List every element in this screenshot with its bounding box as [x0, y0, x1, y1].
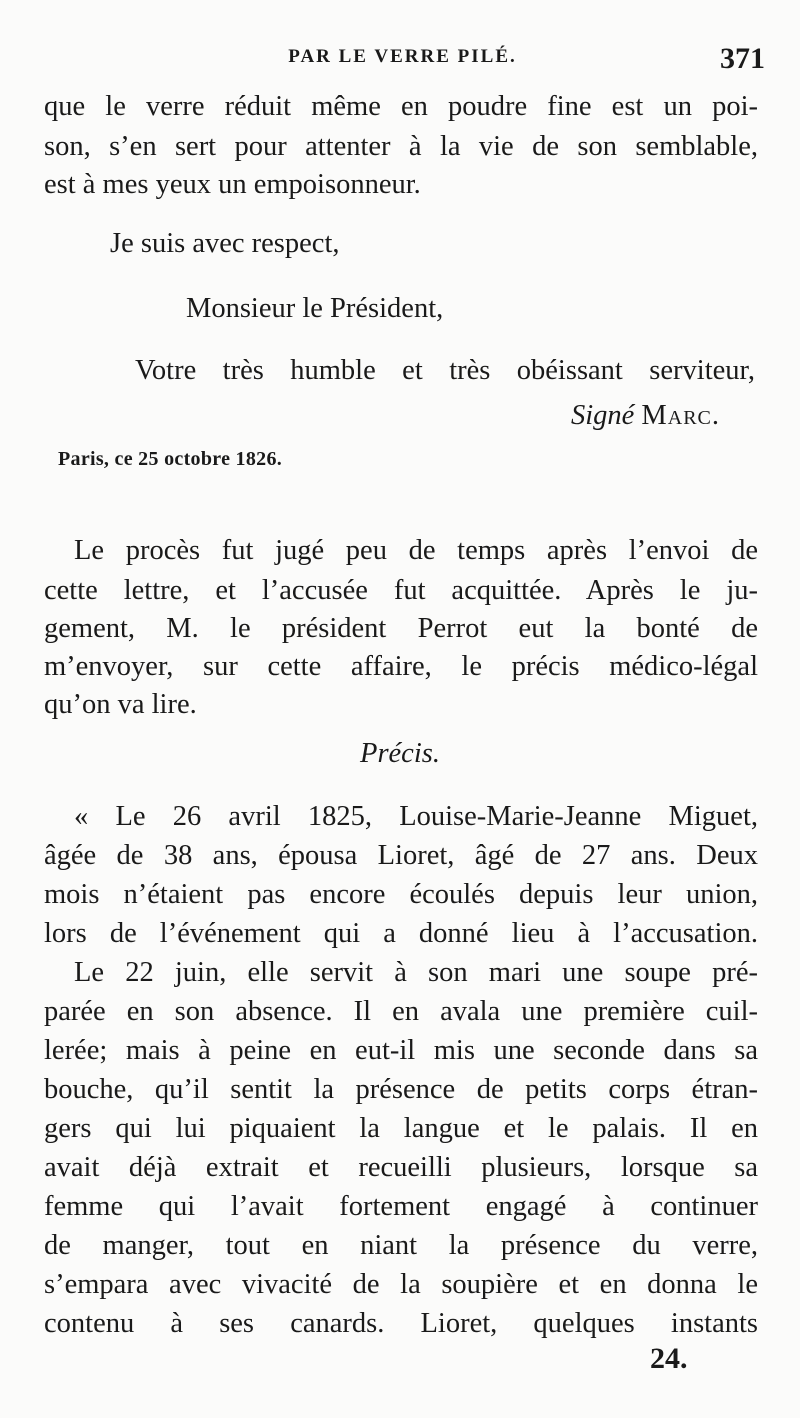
page-header [40, 42, 765, 78]
text-line: est à mes yeux un empoisonneur. [44, 169, 421, 200]
signature-prefix: Signé [570, 400, 635, 431]
salutation-line: Je suis avec respect, [110, 228, 340, 259]
text-line: avait déjà extrait et recueilli plusieurs, lorsque sa [44, 1152, 758, 1183]
text-line: bouche, qu’il sentit la présence de petits corps étran- [44, 1074, 758, 1105]
text-line: Le 22 juin, elle servit à son mari une soupe pré- [74, 957, 758, 988]
text-line: que le verre réduit même en poudre fine est un poi- [44, 91, 758, 122]
text-line: gers qui lui piquaient la langue et le palais. Il en [44, 1113, 758, 1144]
salutation-line: Monsieur le Président, [186, 293, 444, 324]
text-line: mois n’étaient pas encore écoulés depuis leur union, [44, 879, 758, 910]
salutation-line: Votre très humble et très obéissant serviteur, [135, 355, 755, 386]
running-head: PAR LE VERRE PILÉ. [288, 46, 517, 67]
section-title: Précis. [360, 738, 440, 769]
dateline: Paris, ce 25 octobre 1826. [58, 448, 283, 470]
signer-name: Marc. [641, 400, 720, 431]
text-line: gement, M. le président Perrot eut la bonté de [44, 613, 758, 644]
text-line: femme qui l’avait fortement engagé à continuer [44, 1191, 758, 1222]
text-line: contenu à ses canards. Lioret, quelques instants [44, 1308, 758, 1339]
text-line: qu’on va lire. [44, 689, 197, 720]
text-line: cette lettre, et l’accusée fut acquittée. Après le ju- [44, 575, 758, 606]
page-number: 371 [720, 42, 765, 75]
text-line: lerée; mais à peine en eut-il mis une seconde dans sa [44, 1035, 758, 1066]
signature-mark: 24. [650, 1342, 688, 1375]
text-line: de manger, tout en niant la présence du verre, [44, 1230, 758, 1261]
text-line: m’envoyer, sur cette affaire, le précis médico-légal [44, 651, 758, 682]
text-line: Le procès fut jugé peu de temps après l’envoi de [74, 535, 758, 566]
text-line: son, s’en sert pour attenter à la vie de son semblable, [44, 131, 758, 162]
text-line: parée en son absence. Il en avala une première cuil- [44, 996, 758, 1027]
text-line: âgée de 38 ans, épousa Lioret, âgé de 27 ans. Deux [44, 840, 758, 871]
text-line: « Le 26 avril 1825, Louise-Marie-Jeanne Miguet, [74, 801, 758, 832]
text-line: lors de l’événement qui a donné lieu à l’accusation. [44, 918, 758, 949]
text-line: s’empara avec vivacité de la soupière et en donna le [44, 1269, 758, 1300]
signature [571, 400, 720, 432]
